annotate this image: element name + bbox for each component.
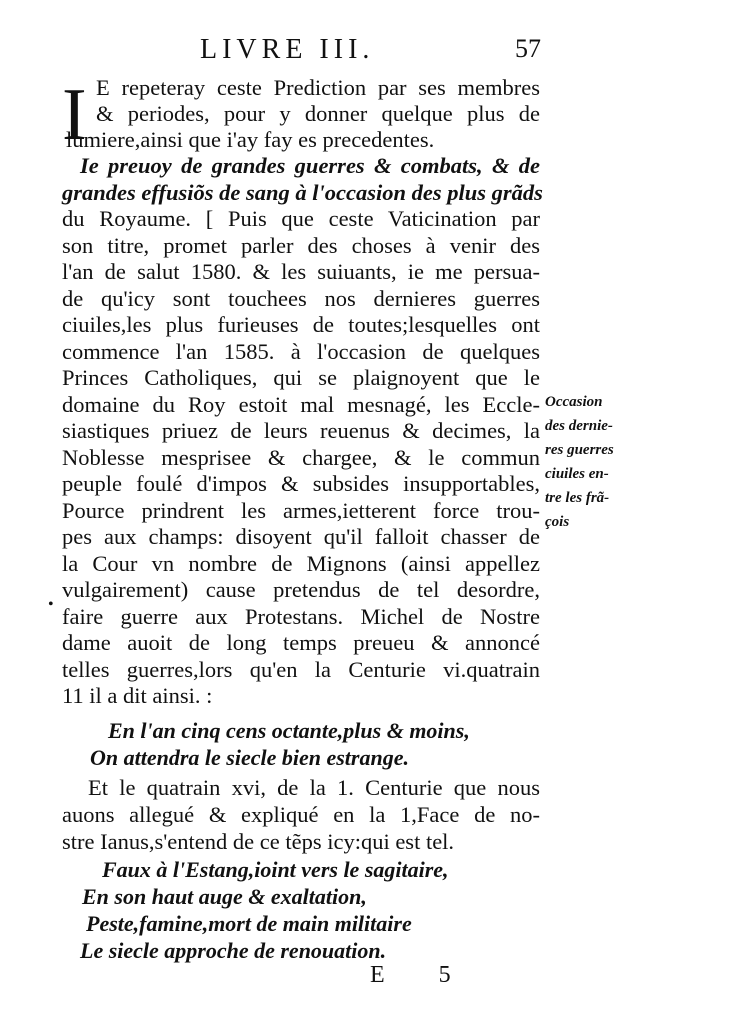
text-line: 11 il a dit ainsi. : [62, 683, 213, 708]
text-line: du Royaume. [ Puis que ceste Vaticination par [62, 206, 540, 231]
text-line: siastiques priuez de leurs reuenus & decimes, la [62, 418, 540, 443]
verse-line: Faux à l'Estang,ioint vers le sagitaire, [102, 857, 449, 882]
text-line: faire guerre aux Protestans. Michel de Nostre [62, 604, 540, 629]
margin-note-line: res guerres [545, 442, 614, 458]
text-line: ciuiles,les plus furieuses de toutes;lesquelles ont [62, 312, 540, 337]
text-line: de qu'icy sont touchees nos dernieres guerres [62, 286, 540, 311]
margin-note-line: Occasion [545, 394, 603, 410]
text-line: grandes effusiõs de sang à l'occasion des plus grãds [62, 180, 543, 205]
text-line: Princes Catholiques, qui se plaignoyent que le [62, 365, 540, 390]
margin-note-line: des dernie- [545, 418, 613, 434]
margin-note [545, 390, 625, 534]
text-line: la Cour vn nombre de Mignons (ainsi appellez [62, 551, 540, 576]
verse-line: En l'an cinq cens octante,plus & moins, [108, 718, 470, 743]
margin-note-line: ciuiles en- [545, 466, 609, 482]
verse-line: Le siecle approche de renouation. [80, 938, 387, 963]
page-header [0, 34, 740, 70]
text-line: lumiere,ainsi que i'ay fay es precedentes. [66, 127, 435, 152]
text-line: pes aux champs: disoyent qu'il falloit chasser de [62, 524, 540, 549]
text-line: Ie preuoy de grandes guerres & combats, & de [80, 153, 540, 178]
drop-cap: I [62, 74, 87, 156]
text-line: son titre, promet parler des choses à venir des [62, 233, 540, 258]
verse-line: En son haut auge & exaltation, [82, 884, 367, 909]
text-line: telles guerres,lors qu'en la Centurie vi.quatrain [62, 657, 540, 682]
verse-line: On attendra le siecle bien estrange. [90, 745, 409, 770]
page-number: 57 [515, 34, 541, 63]
text-line: commence l'an 1585. à l'occasion de quelques [62, 339, 540, 364]
text-line: stre Ianus,s'entend de ce tẽps icy:qui est tel. [62, 829, 455, 854]
running-head: LIVRE III. [200, 34, 375, 65]
margin-note-line: tre les frã- [545, 490, 610, 506]
text-line: l'an de salut 1580. & les suiuants, ie me persua- [62, 259, 540, 284]
text-line: dame auoit de long temps preueu & annoncé [62, 630, 540, 655]
text-line: E repeteray ceste Prediction par ses membres [96, 75, 540, 100]
text-line: Et le quatrain xvi, de la 1. Centurie que nous [88, 775, 540, 800]
text-line: vulgairement) cause pretendus de tel desordre, [62, 577, 540, 602]
text-line: & periodes, pour y donner quelque plus de [96, 101, 540, 126]
text-line: domaine du Roy estoit mal mesnagé, les Eccle- [62, 392, 540, 417]
verse-line: Peste,famine,mort de main militaire [86, 911, 412, 936]
margin-bullet: • [48, 596, 54, 613]
text-line: peuple foulé d'impos & subsides insupportables, [62, 471, 540, 496]
margin-note-line: çois [545, 514, 570, 530]
text-line: Pource prindrent les armes,ietterent force trou- [62, 498, 540, 523]
text-line: auons allegué & expliqué en la 1,Face de no- [62, 802, 540, 827]
text-line: Noblesse mesprisee & chargee, & le commun [62, 445, 540, 470]
signature-mark: E 5 [370, 962, 475, 988]
